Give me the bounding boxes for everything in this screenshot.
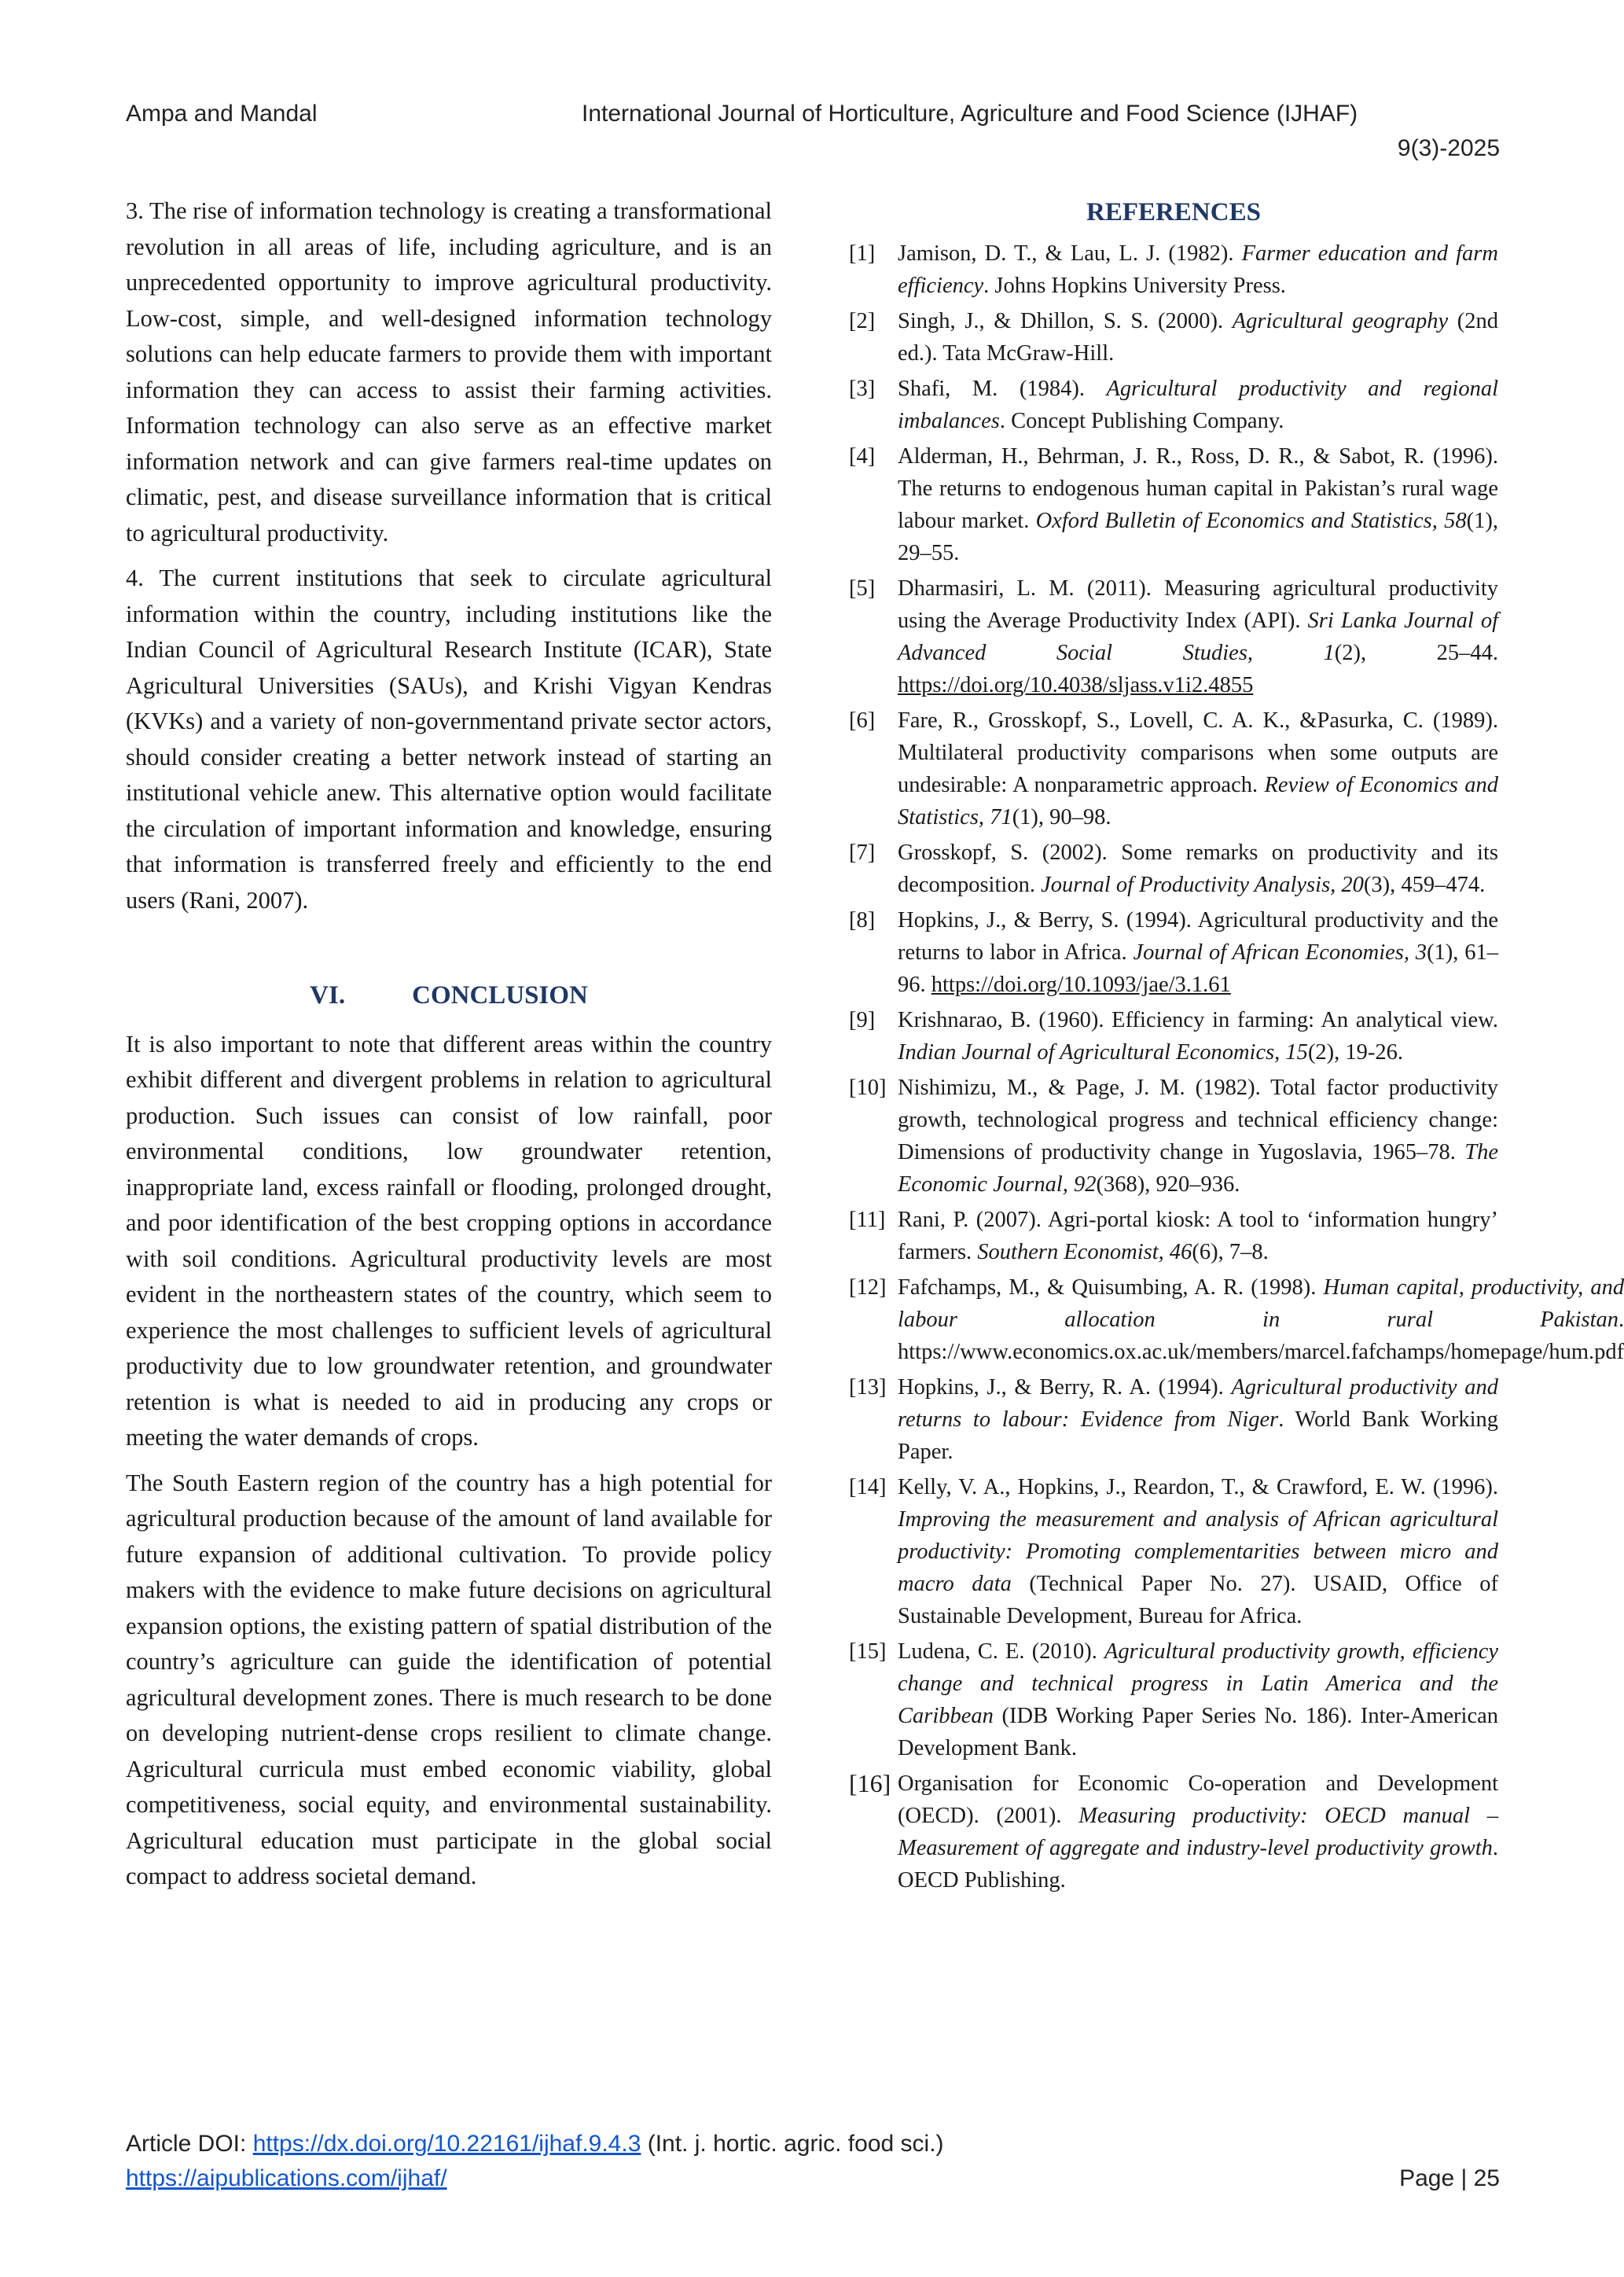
reference-item [849,572,1498,701]
reference-doi-link[interactable]: https://doi.org/10.4038/sljass.v1i2.4855 [898,672,1254,697]
reference-authors: Hopkins, J., & Berry, S. (1994). Agricultural productivity and the returns to labor in Africa. [898,907,1498,965]
reference-number: [15] [849,1639,887,1664]
reference-details: (3), 459–474. [1363,872,1486,897]
running-header-authors: Ampa and Mandal [126,101,318,127]
reference-item [849,1204,1498,1268]
reference-text [898,837,1498,901]
reference-title: Sri Lanka Journal of Advanced Social Studies, 1 [898,608,1498,665]
reference-details: (2), 19-26. [1307,1039,1404,1065]
reference-text [898,1204,1498,1268]
reference-details: . OECD Publishing. [898,1835,1498,1893]
footer-doi-label: Article DOI: [126,2131,253,2157]
reference-number: [10] [849,1075,887,1100]
reference-details: . Concept Publishing Company. [999,408,1284,433]
reference-text [898,373,1498,437]
reference-title: Indian Journal of Agricultural Economics, 15 [898,1039,1308,1065]
reference-title: Journal of Productivity Analysis, 20 [1041,872,1364,897]
footer-site-link[interactable]: https://aipublications.com/ijhaf/ [126,2165,447,2191]
reference-text [898,1271,1624,1368]
reference-title: Measuring productivity: OECD manual – Measurement of aggregate and industry-level productivity growth [898,1803,1499,1860]
reference-authors: Singh, J., & Dhillon, S. S. (2000). [898,308,1233,333]
reference-doi-link[interactable]: https://doi.org/10.1093/jae/3.1.61 [931,972,1231,997]
reference-title: Human capital, productivity, and labour allocation in rural Pakistan [898,1275,1624,1332]
reference-title: Oxford Bulletin of Economics and Statistics, 58 [1035,508,1467,533]
reference-item [849,440,1498,569]
reference-authors: Organisation for Economic Co-operation and Development (OECD). (2001). [898,1771,1498,1828]
footer-doi-link[interactable]: https://dx.doi.org/10.22161/ijhaf.9.4.3 [252,2131,641,2157]
reference-text [898,1768,1498,1896]
reference-number: [11] [849,1207,886,1232]
reference-details: (1), 61–96. [898,940,1498,997]
reference-text [898,305,1498,370]
reference-authors: Krishnarao, B. (1960). Efficiency in farming: An analytical view. [898,1007,1498,1032]
conclusion-title: CONCLUSION [412,981,588,1010]
reference-text [898,440,1498,569]
conclusion-paragraph-1: It is also important to note that different areas within the country exhibit different and divergent problems in relation to agricultural production. Such issues can consist of low rainfall, poor environmental conditions, low groundwater retention, inappropriate land, excess rainfall or flooding, prolonged drought, and poor identification of the best cropping options in accordance with soil conditions. Agricultural productivity levels are most evident in the northeastern states of the country, which seem to experience the most challenges to sufficient levels of agricultural productivity due to low groundwater retention, and groundwater retention is what is needed to aid in producing any crops or meeting the water demands of crops. [126,1030,772,1451]
reference-authors: Grosskopf, S. (2002). Some remarks on productivity and its decomposition. [898,840,1498,897]
reference-details: (6), 7–8. [1192,1239,1269,1264]
reference-item [849,1635,1498,1764]
reference-authors: Fare, R., Grosskopf, S., Lovell, C. A. K., &Pasurka, C. (1989). Multilateral productivity comparisons when some outputs are undesirable: A nonparametric approach. [898,708,1498,797]
running-header-issue: 9(3)-2025 [1397,135,1500,161]
footer-site [126,2165,447,2192]
reference-item [849,237,1498,302]
reference-number: [16] [849,1768,891,1797]
reference-authors: Hopkins, J., & Berry, R. A. (1994). [898,1374,1232,1400]
reference-authors: Ludena, C. E. (2010). [898,1639,1104,1664]
reference-number: [6] [849,708,876,733]
reference-details: (1), 29–55. [898,508,1499,565]
reference-item [849,305,1498,370]
reference-item [849,1072,1498,1201]
reference-item [849,1471,1498,1632]
reference-title: Improving the measurement and analysis of African agricultural productivity: Promoting complementarities between micro and macro data [898,1506,1498,1596]
references-column [849,195,1624,1900]
reference-text [898,1072,1498,1201]
reference-number: [1] [849,241,876,266]
reference-text [898,237,1498,302]
conclusion-paragraph-2: The South Eastern region of the country has a high potential for agricultural production because of the amount of land available for future expansion of additional cultivation. To provide policy makers with the evidence to make future decisions on agricultural expansion options, the existing pattern of spatial distribution of the country’s agriculture can guide the identification of potential agricultural development zones. There is much research to be done on developing nutrient-dense crops resilient to climate change. Agricultural curricula must embed economic viability, global competitiveness, social equity, and environmental sustainability. Agricultural education must participate in the global social compact to address societal demand. [126,1469,772,1889]
running-header-journal: International Journal of Horticulture, Agriculture and Food Science (IJHAF) [582,101,1358,127]
paragraph-point-3: 3. The rise of information technology is creating a transformational revolution in all areas of life, including agriculture, and is an unprecedented opportunity to improve agricultural productivity. Low-cost, simple, and well-designed information technology solutions can help educate farmers to provide them with important information they can access to assist their farming activities. Information technology can also serve as an effective market information network and can give farmers real-time updates on climatic, pest, and disease surveillance information that is critical to agricultural productivity. [126,197,772,546]
reference-text [898,1371,1498,1468]
reference-details: (2), 25–44. [1334,640,1499,665]
reference-title: The Economic Journal, 92 [898,1139,1498,1197]
reference-item [849,704,1498,833]
footer-doi-suffix: (Int. j. hortic. agric. food sci.) [641,2131,944,2157]
reference-number: [14] [849,1474,887,1499]
reference-item [849,1371,1498,1468]
footer-doi [126,2131,944,2157]
reference-details: (2nd ed.). Tata McGraw-Hill. [898,308,1498,366]
reference-title: Review of Economics and Statistics, 71 [898,772,1498,830]
reference-details: (IDB Working Paper Series No. 186). Inter-American Development Bank. [898,1703,1498,1760]
reference-authors: Jamison, D. T., & Lau, L. J. (1982). [898,241,1242,266]
reference-number: [3] [849,376,876,401]
reference-text [898,1004,1498,1069]
reference-item [849,1768,1498,1896]
reference-text [898,1471,1498,1632]
reference-item [849,904,1498,1001]
reference-title: Agricultural productivity and regional imbalances [898,376,1499,433]
reference-text [898,704,1498,833]
reference-item [849,1004,1498,1069]
reference-details: . https://www.economics.ox.ac.uk/members/marcel.fafchamps/homepage/hum.pdf [898,1307,1624,1364]
references-heading: REFERENCES [1086,198,1261,226]
reference-details: (368), 920–936. [1096,1172,1240,1197]
reference-authors: Rani, P. (2007). Agri-portal kiosk: A tool to ‘information hungry’ farmers. [898,1207,1498,1264]
reference-text [898,1635,1498,1764]
reference-authors: Fafchamps, M., & Quisumbing, A. R. (1998). [898,1275,1324,1300]
reference-text [898,572,1498,701]
reference-authors: Shafi, M. (1984). [898,376,1107,401]
conclusion-heading [126,978,772,1014]
reference-number: [2] [849,308,876,333]
footer-page-number: Page | 25 [1399,2165,1500,2191]
reference-number: [9] [849,1007,876,1032]
reference-title: Agricultural productivity growth, efficiency change and technical progress in Latin America and the Caribbean [898,1639,1499,1728]
reference-number: [8] [849,907,876,933]
reference-title: Agricultural geography [1232,308,1449,333]
reference-details: (1), 90–98. [1012,804,1111,830]
reference-text [898,904,1498,1001]
reference-authors: Alderman, H., Behrman, J. R., Ross, D. R., & Sabot, R. (1996). The returns to endogenous human capital in Pakistan’s rural wage labour market. [898,443,1498,533]
reference-number: [5] [849,576,876,601]
reference-title: Farmer education and farm efficiency [898,241,1498,298]
reference-authors: Nishimizu, M., & Page, J. M. (1982). Total factor productivity growth, technological progress and technical efficiency change: Dimensions of productivity change in Yugoslavia, 1965–78. [898,1075,1498,1164]
conclusion-number: VI. [310,981,346,1010]
reference-number: [7] [849,840,876,865]
reference-title: Agricultural productivity and returns to labour: Evidence from Niger [898,1374,1498,1432]
reference-details: (Technical Paper No. 27). USAID, Office of Sustainable Development, Bureau for Africa. [898,1571,1498,1628]
paragraph-point-4: 4. The current institutions that seek to circulate agricultural information within the country, including institutions like the Indian Council of Agricultural Research Institute (ICAR), State Agricultural Universities (SAUs), and Krishi Vigyan Kendras (KVKs) and a variety of non-governmentand private sector actors, should consider creating a better network instead of starting an institutional vehicle anew. This alternative option would facilitate the circulation of important information and knowledge, ensuring that information is transferred freely and efficiently to the end users (Rani, 2007). [126,565,772,914]
reference-authors: Kelly, V. A., Hopkins, J., Reardon, T., & Crawford, E. W. (1996). [898,1474,1498,1499]
reference-number: [4] [849,443,876,469]
reference-item [849,373,1498,437]
reference-details: . World Bank Working Paper. [898,1407,1498,1464]
reference-number: [12] [849,1275,887,1300]
reference-item [849,837,1498,901]
references-list [849,237,1624,1896]
left-column [126,193,772,1904]
reference-item [849,1271,1624,1368]
reference-number: [13] [849,1374,887,1400]
reference-authors: Dharmasiri, L. M. (2011). Measuring agricultural productivity using the Average Productivity Index (API). [898,576,1498,633]
reference-title: Journal of African Economies, 3 [1133,940,1427,965]
reference-title: Southern Economist, 46 [977,1239,1192,1264]
reference-details: . Johns Hopkins University Press. [983,273,1286,298]
